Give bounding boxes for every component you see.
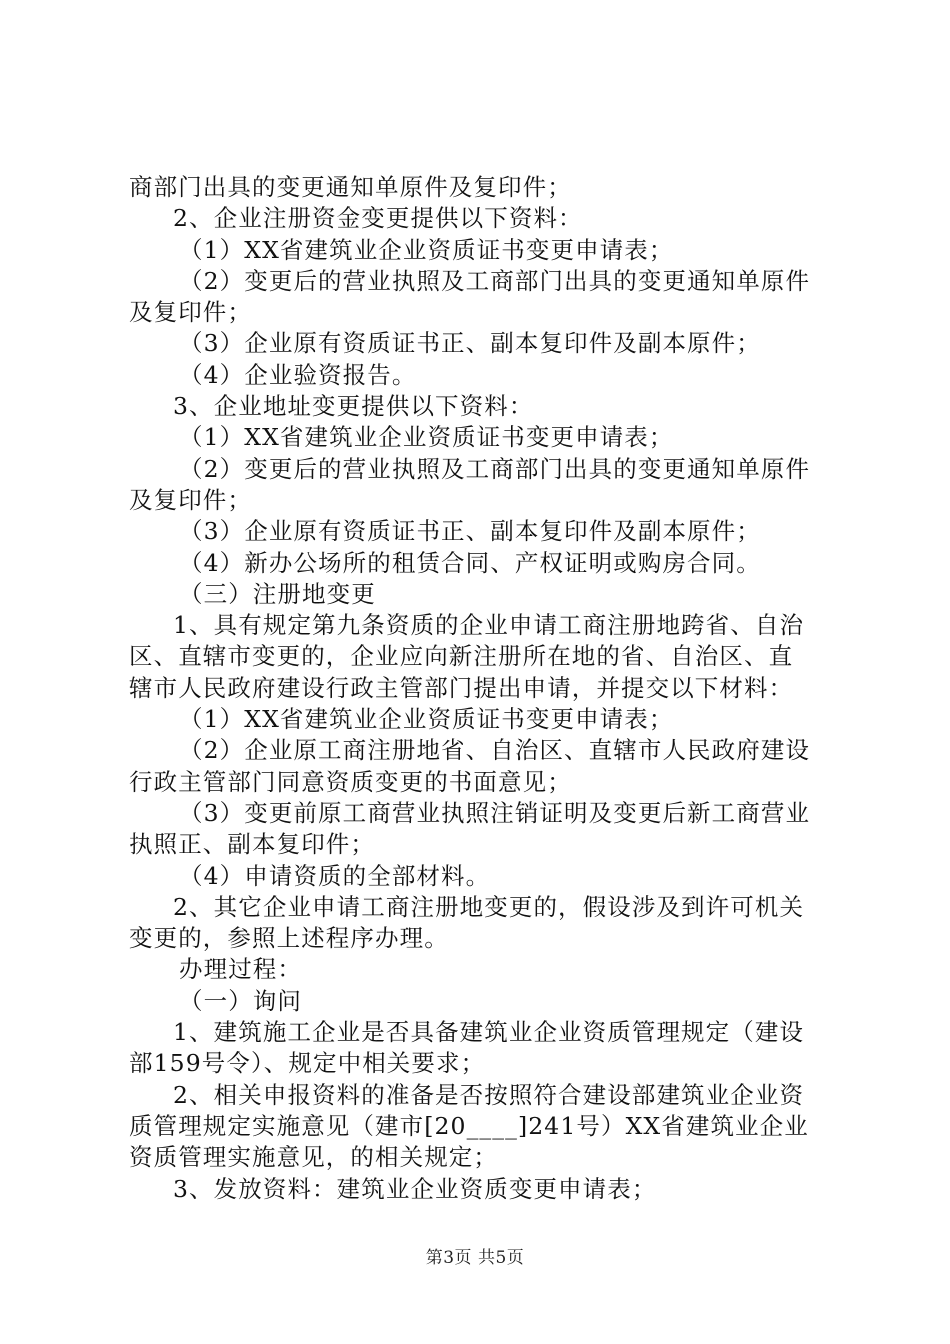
- text-line: 商部门出具的变更通知单原件及复印件；: [129, 173, 572, 201]
- text-line: 资质管理实施意见，的相关规定；: [129, 1143, 498, 1172]
- text-line: （2）变更后的营业执照及工商部门出具的变更通知单原件: [179, 266, 811, 295]
- text-line: （1）XX省建筑业企业资质证书变更申请表；: [179, 705, 674, 734]
- text-line: （4）新办公场所的租赁合同、产权证明或购房合同。: [179, 548, 761, 577]
- text-line: （1）XX省建筑业企业资质证书变更申请表；: [179, 423, 674, 452]
- text-line: 1、建筑施工企业是否具备建筑业企业资质管理规定（建设: [173, 1018, 805, 1047]
- text-line: 及复印件；: [129, 298, 252, 327]
- document-body: [129, 172, 834, 1205]
- text-line: 执照正、副本复印件；: [129, 830, 375, 859]
- text-line: （4）企业验资报告。: [179, 360, 417, 389]
- text-line: 2、其它企业申请工商注册地变更的，假设涉及到许可机关: [173, 892, 805, 921]
- text-line: （4）申请资质的全部材料。: [179, 861, 491, 890]
- text-line: 3、企业地址变更提供以下资料：: [173, 392, 534, 421]
- text-line: 区、直辖市变更的，企业应向新注册所在地的省、自治区、直: [129, 642, 794, 671]
- section-heading: 办理过程：: [179, 955, 302, 984]
- text-line: 部159号令）、规定中相关要求；: [129, 1049, 486, 1078]
- text-line: 辖市人民政府建设行政主管部门提出申请，并提交以下材料：: [129, 673, 794, 702]
- text-line: 质管理规定实施意见（建市[20____]241号）XX省建筑业企业: [129, 1111, 809, 1140]
- text-line: （1）XX省建筑业企业资质证书变更申请表；: [179, 235, 674, 264]
- section-heading: （一）询问: [179, 986, 302, 1015]
- text-line: （3）企业原有资质证书正、副本复印件及副本原件；: [179, 517, 761, 546]
- page-number-footer: 第3页 共5页: [425, 1248, 525, 1268]
- text-line: （3）变更前原工商营业执照注销证明及变更后新工商营业: [179, 798, 811, 827]
- text-line: 2、企业注册资金变更提供以下资料：: [173, 204, 583, 233]
- text-line: 1、具有规定第九条资质的企业申请工商注册地跨省、自治: [173, 611, 805, 640]
- text-line: 2、相关申报资料的准备是否按照符合建设部建筑业企业资: [173, 1080, 805, 1109]
- text-line: （3）企业原有资质证书正、副本复印件及副本原件；: [179, 329, 761, 358]
- text-line: 行政主管部门同意资质变更的书面意见；: [129, 767, 572, 796]
- text-line: 变更的，参照上述程序办理。: [129, 924, 449, 953]
- text-line: （2）变更后的营业执照及工商部门出具的变更通知单原件: [179, 454, 811, 483]
- text-line: 3、发放资料：建筑业企业资质变更申请表；: [173, 1174, 657, 1203]
- text-line: 及复印件；: [129, 485, 252, 514]
- section-heading: （三）注册地变更: [179, 579, 376, 608]
- text-line: （2）企业原工商注册地省、自治区、直辖市人民政府建设: [179, 736, 811, 765]
